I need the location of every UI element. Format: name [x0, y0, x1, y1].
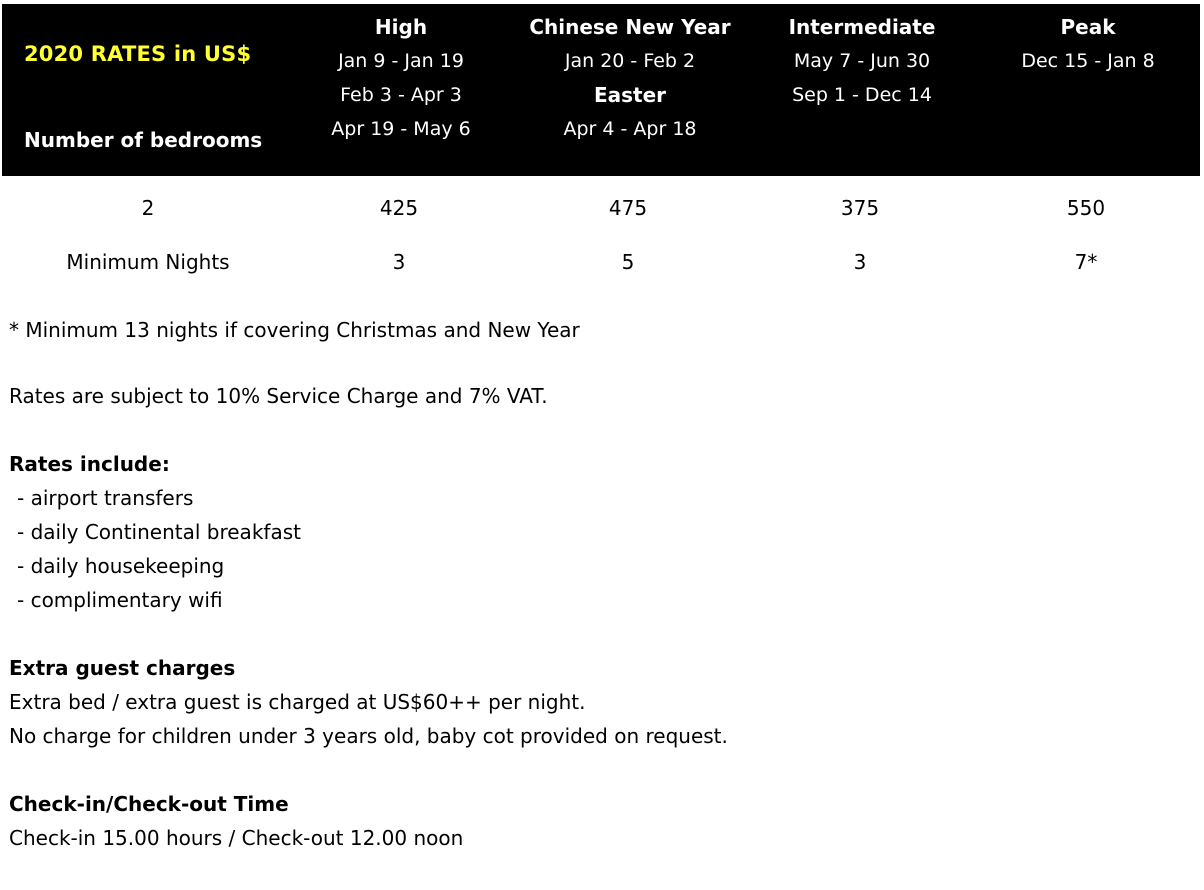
- season-date-range: Dec 15 - Jan 8: [1021, 50, 1155, 72]
- list-item: - daily housekeeping: [17, 554, 225, 578]
- season-date-range: Jan 9 - Jan 19: [338, 50, 464, 72]
- min-nights-value: 5: [621, 250, 635, 274]
- extra-guest-line: Extra bed / extra guest is charged at US$60++ per night.: [9, 690, 586, 714]
- rate-value: 550: [1066, 196, 1106, 220]
- season-high: [306, 10, 496, 146]
- rates-include-section: [9, 447, 301, 617]
- row-label: Minimum Nights: [66, 250, 230, 274]
- season-date-range: Apr 19 - May 6: [331, 118, 471, 140]
- rates-title-cell: [24, 42, 251, 66]
- min-nights-value: 7*: [1074, 250, 1098, 274]
- season-date-range: Jan 20 - Feb 2: [564, 50, 696, 72]
- season-name: Peak: [1060, 15, 1116, 39]
- rates-title: 2020 RATES in US$: [24, 42, 252, 66]
- season-name: Intermediate: [788, 15, 936, 39]
- rates-table-header: [2, 4, 1200, 176]
- checkin-heading: Check-in/Check-out Time: [9, 792, 289, 816]
- season-peak: [990, 10, 1186, 78]
- service-charge-note: Rates are subject to 10% Service Charge and 7% VAT.: [9, 384, 548, 408]
- extra-guest-heading: Extra guest charges: [9, 656, 236, 680]
- checkin-section: [9, 787, 463, 855]
- season-date-range: May 7 - Jun 30: [793, 50, 931, 72]
- footnote: * Minimum 13 nights if covering Christmas and New Year: [9, 318, 580, 342]
- season-name: High: [374, 15, 428, 39]
- season-date-range: Feb 3 - Apr 3: [340, 84, 462, 106]
- min-nights-value: 3: [392, 250, 406, 274]
- bedrooms-column-label: Number of bedrooms: [24, 128, 263, 152]
- extra-guest-section: [9, 651, 728, 753]
- rates-include-heading: Rates include:: [9, 452, 170, 476]
- season-chinese-new-year: [512, 10, 748, 146]
- table-row: [0, 191, 1204, 225]
- rate-value: 425: [379, 196, 419, 220]
- rate-value: 475: [608, 196, 648, 220]
- table-row: [0, 245, 1204, 279]
- season-date-range: Sep 1 - Dec 14: [792, 84, 932, 106]
- extra-guest-line: No charge for children under 3 years old, baby cot provided on request.: [9, 724, 728, 748]
- checkin-text: Check-in 15.00 hours / Check-out 12.00 noon: [9, 826, 464, 850]
- list-item: - airport transfers: [17, 486, 194, 510]
- season-name: Chinese New Year: [529, 15, 731, 39]
- row-label: 2: [141, 196, 155, 220]
- season-intermediate: [764, 10, 960, 112]
- season-sub-name: Easter: [593, 83, 667, 107]
- list-item: - complimentary wifi: [17, 588, 223, 612]
- min-nights-value: 3: [853, 250, 867, 274]
- list-item: - daily Continental breakfast: [17, 520, 301, 544]
- season-date-range: Apr 4 - Apr 18: [563, 118, 697, 140]
- rate-value: 375: [840, 196, 880, 220]
